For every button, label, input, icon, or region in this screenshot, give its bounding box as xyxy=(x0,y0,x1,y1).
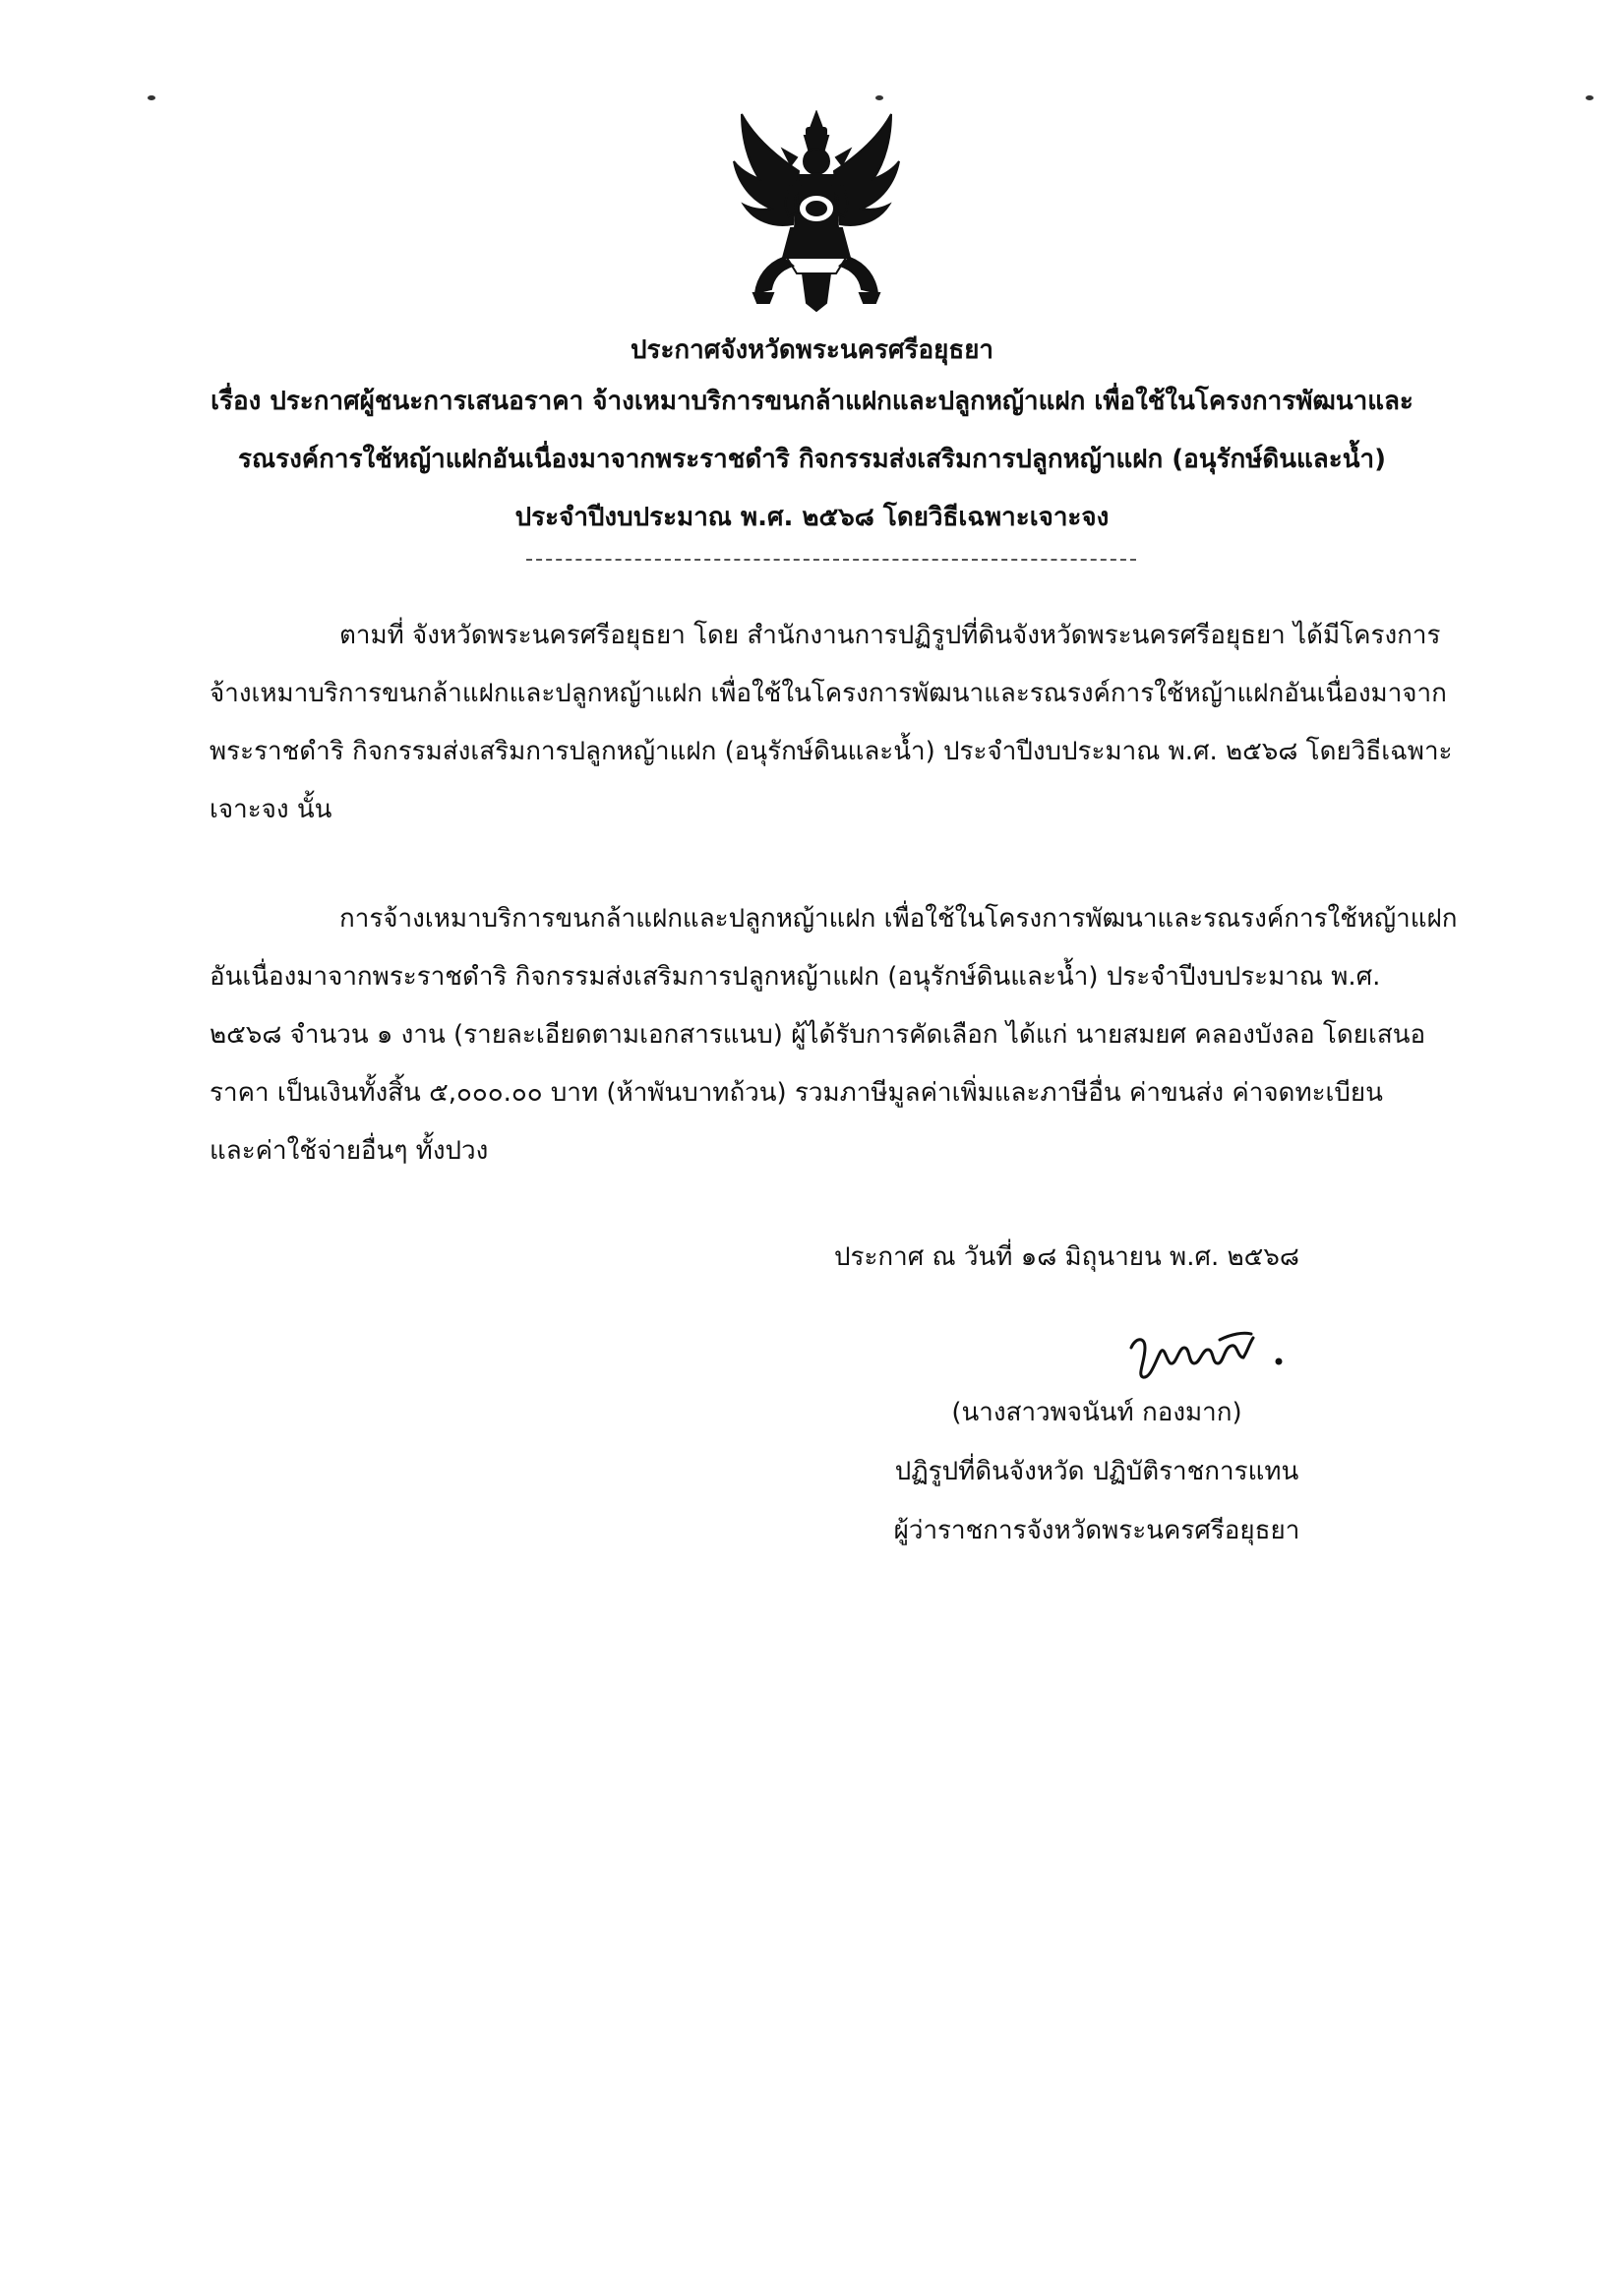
dashed-divider xyxy=(526,559,1136,561)
handwritten-signature-icon xyxy=(1121,1318,1298,1387)
paragraph1-line: เจาะจง นั้น xyxy=(210,795,332,824)
paragraph1-line: ตามที่ จังหวัดพระนครศรีอยุธยา โดย สำนักงานการปฏิรูปที่ดินจังหวัดพระนครศรีอยุธยา ได้มีโครงการ xyxy=(339,621,1441,650)
signer-position: ผู้ว่าราชการจังหวัดพระนครศรีอยุธยา xyxy=(893,1516,1300,1545)
signer-position: ปฏิรูปที่ดินจังหวัด ปฏิบัติราชการแทน xyxy=(894,1457,1299,1486)
subject-line: ประจำปีงบประมาณ พ.ศ. ๒๕๖๘ โดยวิธีเฉพาะเจาะจง xyxy=(514,503,1110,532)
signer-name: (นางสาวพจนันท์ กองมาก) xyxy=(951,1398,1242,1427)
announcement-title: ประกาศจังหวัดพระนครศรีอยุธยา xyxy=(630,335,994,365)
scan-speck xyxy=(148,95,155,100)
announcement-date: ประกาศ ณ วันที่ ๑๘ มิถุนายน พ.ศ. ๒๕๖๘ xyxy=(834,1242,1299,1272)
paragraph2-line: ๒๕๖๘ จำนวน ๑ งาน (รายละเอียดตามเอกสารแนบ) ผู้ได้รับการคัดเลือก ได้แก่ นายสมยศ คลองบังลอ โดยเสนอ xyxy=(210,1020,1426,1050)
paragraph1-line: พระราชดำริ กิจกรรมส่งเสริมการปลูกหญ้าแฝก (อนุรักษ์ดินและน้ำ) ประจำปีงบประมาณ พ.ศ. ๒๕๖๘ โดยวิธีเฉพาะ xyxy=(210,737,1453,766)
scan-speck xyxy=(1586,95,1594,100)
garuda-emblem-icon xyxy=(728,110,905,313)
subject-line: รณรงค์การใช้หญ้าแฝกอันเนื่องมาจากพระราชดำริ กิจกรรมส่งเสริมการปลูกหญ้าแฝก (อนุรักษ์ดินและน้ำ) xyxy=(238,445,1386,474)
paragraph2-line: การจ้างเหมาบริการขนกล้าแฝกและปลูกหญ้าแฝก เพื่อใช้ในโครงการพัฒนาและรณรงค์การใช้หญ้าแฝก xyxy=(339,904,1458,934)
paragraph2-line: ราคา เป็นเงินทั้งสิ้น ๕,๐๐๐.๐๐ บาท (ห้าพันบาทถ้วน) รวมภาษีมูลค่าเพิ่มและภาษีอื่น ค่าขนส่ง ค่าจดทะเบียน xyxy=(210,1078,1383,1108)
paragraph2-line: อันเนื่องมาจากพระราชดำริ กิจกรรมส่งเสริมการปลูกหญ้าแฝก (อนุรักษ์ดินและน้ำ) ประจำปีงบประมาณ พ.ศ. xyxy=(210,962,1381,992)
scan-speck xyxy=(875,95,883,100)
paragraph1-line: จ้างเหมาบริการขนกล้าแฝกและปลูกหญ้าแฝก เพื่อใช้ในโครงการพัฒนาและรณรงค์การใช้หญ้าแฝกอันเนื่องมาจาก xyxy=(210,679,1447,708)
subject-line: เรื่อง ประกาศผู้ชนะการเสนอราคา จ้างเหมาบริการขนกล้าแฝกและปลูกหญ้าแฝก เพื่อใช้ในโครงการพัฒนาและ xyxy=(211,387,1413,416)
paragraph2-line: และค่าใช้จ่ายอื่นๆ ทั้งปวง xyxy=(210,1136,489,1166)
